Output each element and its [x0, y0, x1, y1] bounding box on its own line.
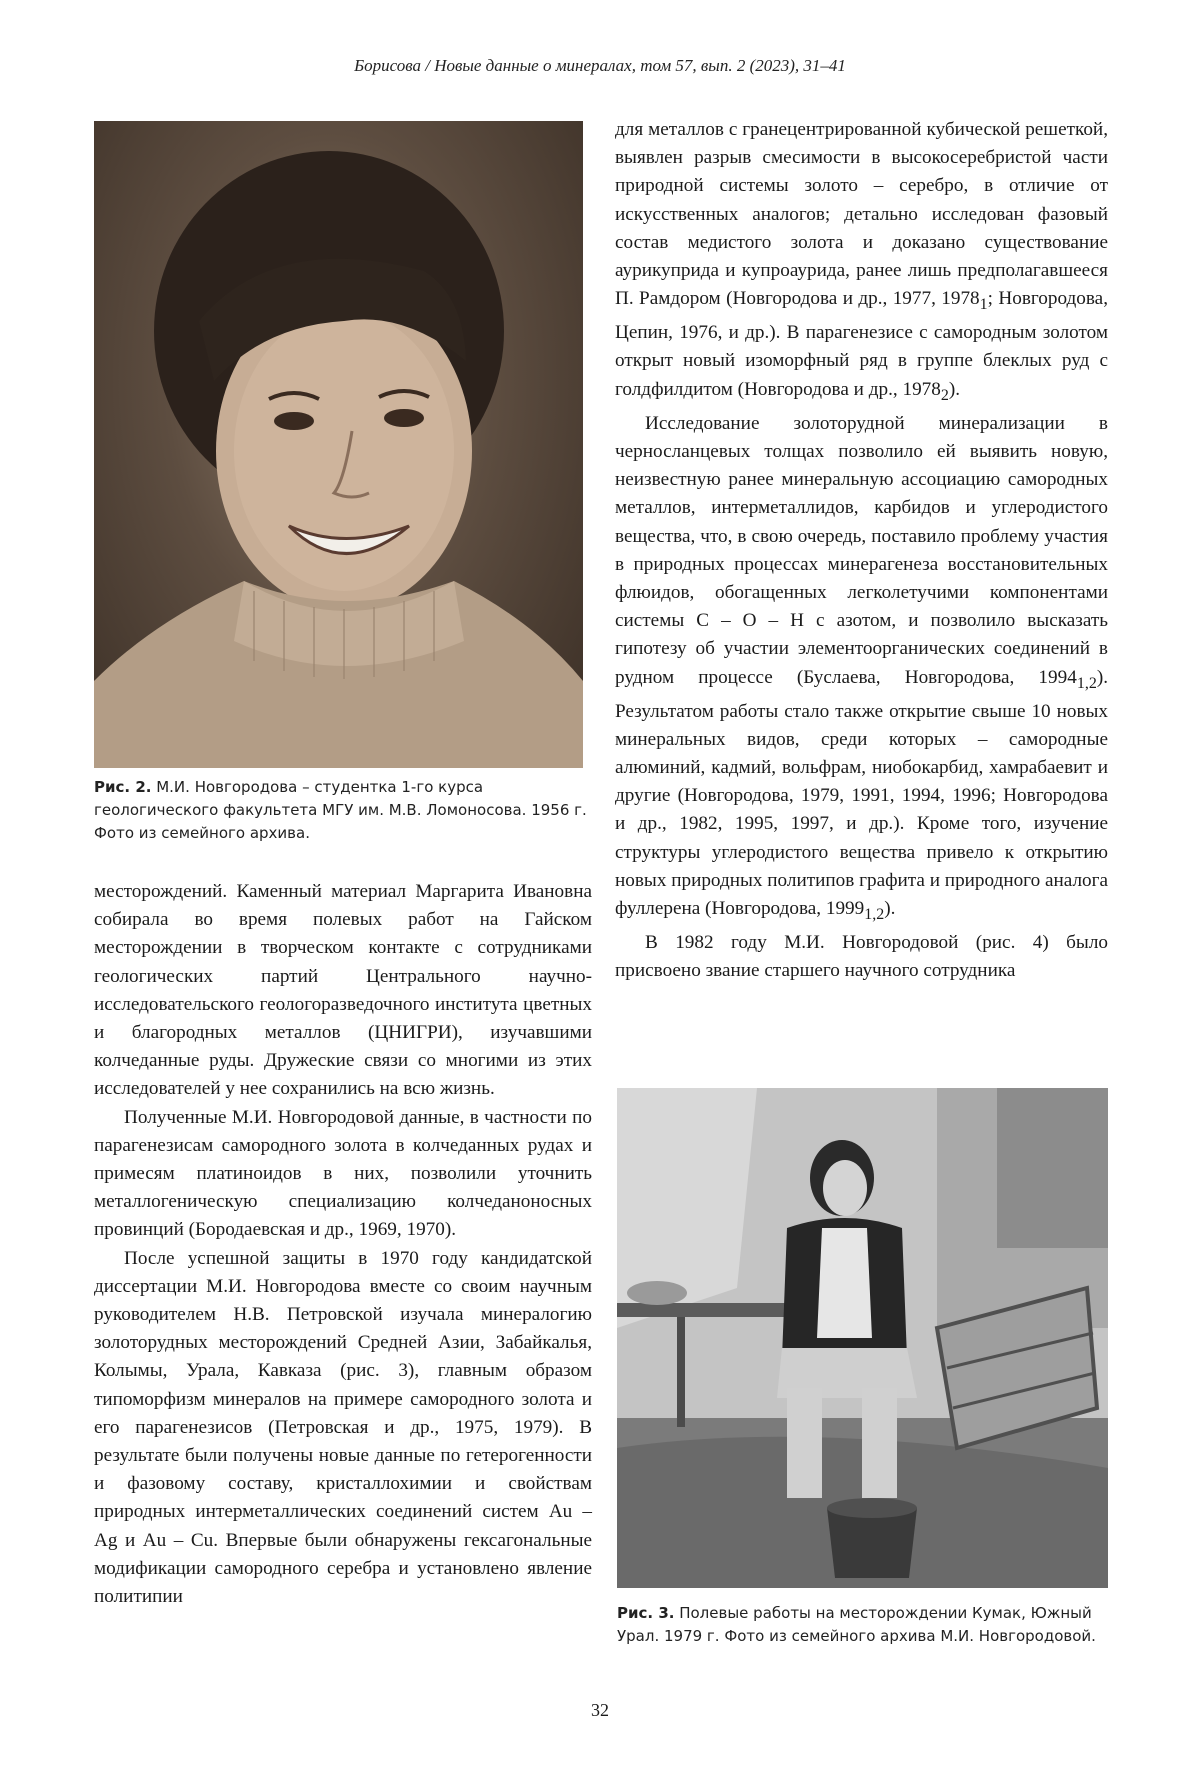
right-paragraph-2	[615, 410, 1108, 929]
right-p2-text-a: Исследование золоторудной минерализации в черносланцевых толщах позволило ей выявить новую, неизвестную ранее минеральную ассоциацию самородных металлов, интерметаллидов, карбидов и углеродистого вещества, что, в свою очередь, поставило проблему участия в природных процессах минерагенеза восстановительных флюидов, обогащенных легколетучими компонентами системы C – O – H с азотом, и позволило высказать гипотезу об участии элементоорганических соединений в рудном процессе (Буслаева, Новгородова, 1994	[615, 413, 1108, 688]
right-column	[615, 116, 1108, 985]
figure-2-text: М.И. Новгородова – студентка 1-го курса геологического факультета МГУ им. М.В. Ломоносова. 1956 г. Фото из семейного архива.	[94, 778, 587, 842]
figure-3-text: Полевые работы на месторождении Кумак, Южный Урал. 1979 г. Фото из семейного архива М.И. Новгородовой.	[617, 1604, 1096, 1645]
right-p1-text-c: ).	[949, 379, 960, 400]
right-p1-subscript-2: 2	[941, 386, 949, 403]
portrait-photo	[94, 121, 583, 768]
figure-3-label: Рис. 3.	[617, 1604, 674, 1622]
left-column	[94, 878, 592, 1611]
right-paragraph-3: В 1982 году М.И. Новгородовой (рис. 4) было присвоено звание старшего научного сотрудника	[615, 929, 1108, 985]
left-paragraph-3: После успешной защиты в 1970 году кандидатской диссертации М.И. Новгородова вместе со своим научным руководителем Н.В. Петровской изучала минералогию золоторудных месторождений Средней Азии, Забайкалья, Колымы, Урала, Кавказа (рис. 3), главным образом типоморфизм минералов на примере самородного золота и его парагенезисов (Петровская и др., 1975, 1979). В результате были получены новые данные по гетерогенности и фазовому составу, кристаллохимии и свойствам природных интерметаллических соединений систем Au – Ag и Au – Cu. Впервые были обнаружены гексагональные модификации самородного серебра и установлено явление политипии	[94, 1245, 592, 1612]
right-p2-subscript-2: 1,2	[864, 906, 884, 923]
figure-2-label: Рис. 2.	[94, 778, 151, 796]
left-paragraph-1: месторождений. Каменный материал Маргарита Ивановна собирала во время полевых работ на Гайском месторождении в творческом контакте с сотрудниками геологических партий Центрального научно-исследовательского геологоразведочного института цветных и благородных металлов (ЦНИГРИ), изучавшими колчеданные руды. Дружеские связи со многими из этих исследователей у нее сохранились на всю жизнь.	[94, 878, 592, 1104]
page-number: 32	[0, 1700, 1200, 1721]
running-head: Борисова / Новые данные о минералах, том 57, вып. 2 (2023), 31–41	[0, 56, 1200, 76]
right-paragraph-1	[615, 116, 1108, 410]
right-p1-text-b: ; Новгородова, Цепин, 1976, и др.). В парагенезисе с самородным золотом открыт новый изоморфный ряд в группе блеклых руд с голдфилдитом (Новгородова и др., 1978	[615, 288, 1108, 399]
right-p2-text-c: ).	[884, 898, 895, 919]
right-p2-subscript-1: 1,2	[1077, 674, 1097, 691]
right-p1-subscript-1: 1	[980, 296, 988, 313]
right-p2-text-b: ). Результатом работы стало также открытие свыше 10 новых минеральных видов, среди которых – самородные алюминий, кадмий, вольфрам, ниобокарбид, хамрабаевит и другие (Новгородова, 1979, 1991, 1994, 1996; Новгородова и др., 1982, 1995, 1997, и др.). Кроме того, изучение структуры углеродистого вещества привело к открытию новых природных политипов графита и природного аналога фуллерена (Новгородова, 1999	[615, 667, 1108, 919]
left-paragraph-2: Полученные М.И. Новгородовой данные, в частности по парагенезисам самородного золота в колчеданных рудах и примесям платиноидов в них, позволили уточнить металлогеническую специализацию колчеданоносных провинций (Бородаевская и др., 1969, 1970).	[94, 1104, 592, 1245]
right-p1-text-a: для металлов с гранецентрированной кубической решеткой, выявлен разрыв смесимости в высокосеребристой части природной системы золото – серебро, в отличие от искусственных аналогов; детально исследован фазовый состав медистого золота и доказано существование аурикуприда и купроаурида, ранее лишь предполагавшееся П. Рамдором (Новгородова и др., 1977, 1978	[615, 119, 1108, 309]
fieldwork-photo	[617, 1088, 1108, 1588]
figure-3-caption	[617, 1602, 1108, 1648]
figure-2-caption	[94, 776, 589, 845]
